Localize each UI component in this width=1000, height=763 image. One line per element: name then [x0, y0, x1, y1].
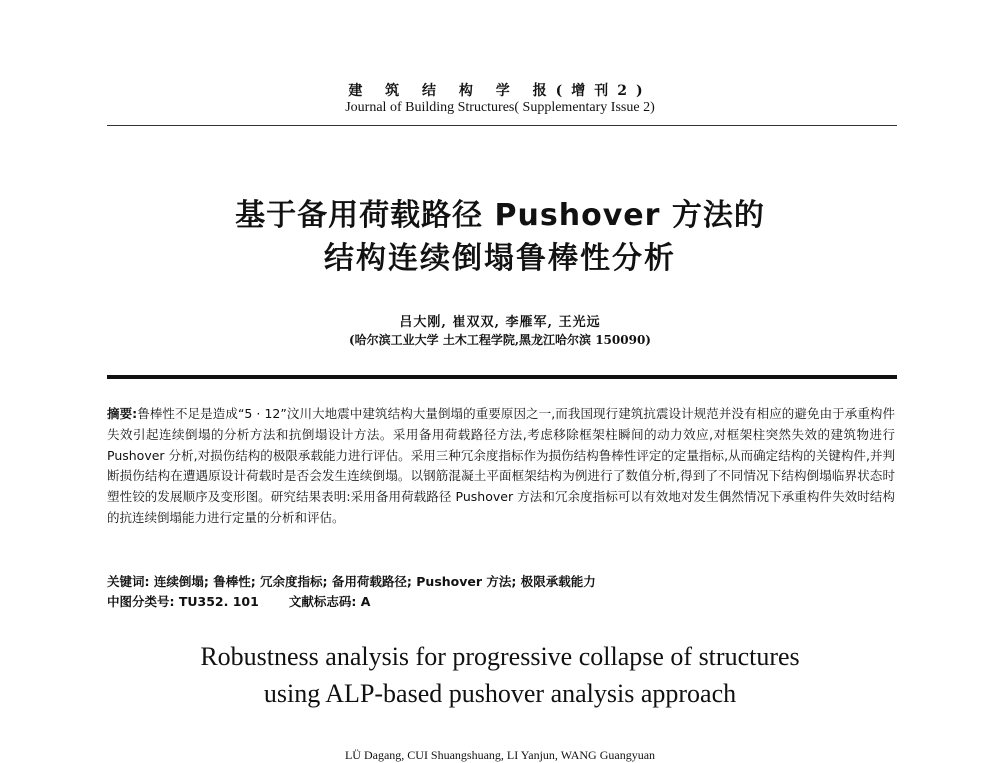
paper-title-en-line1: Robustness analysis for progressive collapse of structures — [200, 642, 800, 671]
abstract-label: 摘要: — [107, 406, 138, 421]
classification-line — [107, 592, 895, 610]
abstract-text: 鲁棒性不足是造成“5 · 12”汶川大地震中建筑结构大量倒塌的重要原因之一,而我国现行建筑抗震设计规范并没有相应的避免由于承重构件失效引起连续倒塌的分析方法和抗倒塌设计方法。采用备用荷载路径方法,考虑移除框架柱瞬间的动力效应,对框架柱突然失效的建筑物进行 Pushover 分析,对损伤结构的极限承载能力进行评估。采用三种冗余度指标作为损伤结构鲁棒性评定的定量指标,从而确定结构的关键构件,并判断损伤结构在遭遇原设计荷载时是否会发生连续倒塌。以钢筋混凝土平面框架结构为例进行了数值分析,得到了不同情况下结构倒塌临界状态时塑性铰的发展顺序及变形图。研究结果表明:采用备用荷载路径 Pushover 方法和冗余度指标可以有效地对发生偶然情况下承重构件失效时结构的抗连续倒塌能力进行定量的分析和评估。 — [107, 406, 895, 525]
abstract-cn — [107, 404, 895, 529]
journal-name-cn: 建 筑 结 构 学 报(增刊2) — [348, 83, 652, 99]
authors-cn: 吕大刚, 崔双双, 李雁军, 王光远 — [399, 315, 601, 330]
header-divider — [107, 125, 897, 126]
paper-title-cn-line1: 基于备用荷载路径 Pushover 方法的 — [235, 198, 765, 233]
journal-name-en: Journal of Building Structures( Supplementary Issue 2) — [345, 100, 655, 115]
paper-title-cn-line2: 结构连续倒塌鲁棒性分析 — [324, 241, 676, 276]
keywords-cn — [107, 572, 895, 590]
doc-code-value: A — [360, 594, 371, 609]
authors-en: LÜ Dagang, CUI Shuangshuang, LI Yanjun, WANG Guangyuan — [344, 748, 656, 762]
doc-code-label: 文献标志码: — [288, 594, 357, 609]
keywords-label: 关键词: — [107, 574, 150, 589]
paper-title-en-line2: using ALP-based pushover analysis approach — [263, 679, 737, 708]
affiliation-cn: (哈尔滨工业大学 土木工程学院,黑龙江哈尔滨 150090) — [349, 333, 651, 347]
clc-label: 中图分类号: — [107, 594, 175, 609]
keywords-text: 连续倒塌; 鲁棒性; 冗余度指标; 备用荷载路径; Pushover 方法; 极限承载能力 — [153, 574, 596, 589]
clc-value: TU352. 101 — [178, 594, 259, 609]
section-divider — [107, 375, 897, 379]
